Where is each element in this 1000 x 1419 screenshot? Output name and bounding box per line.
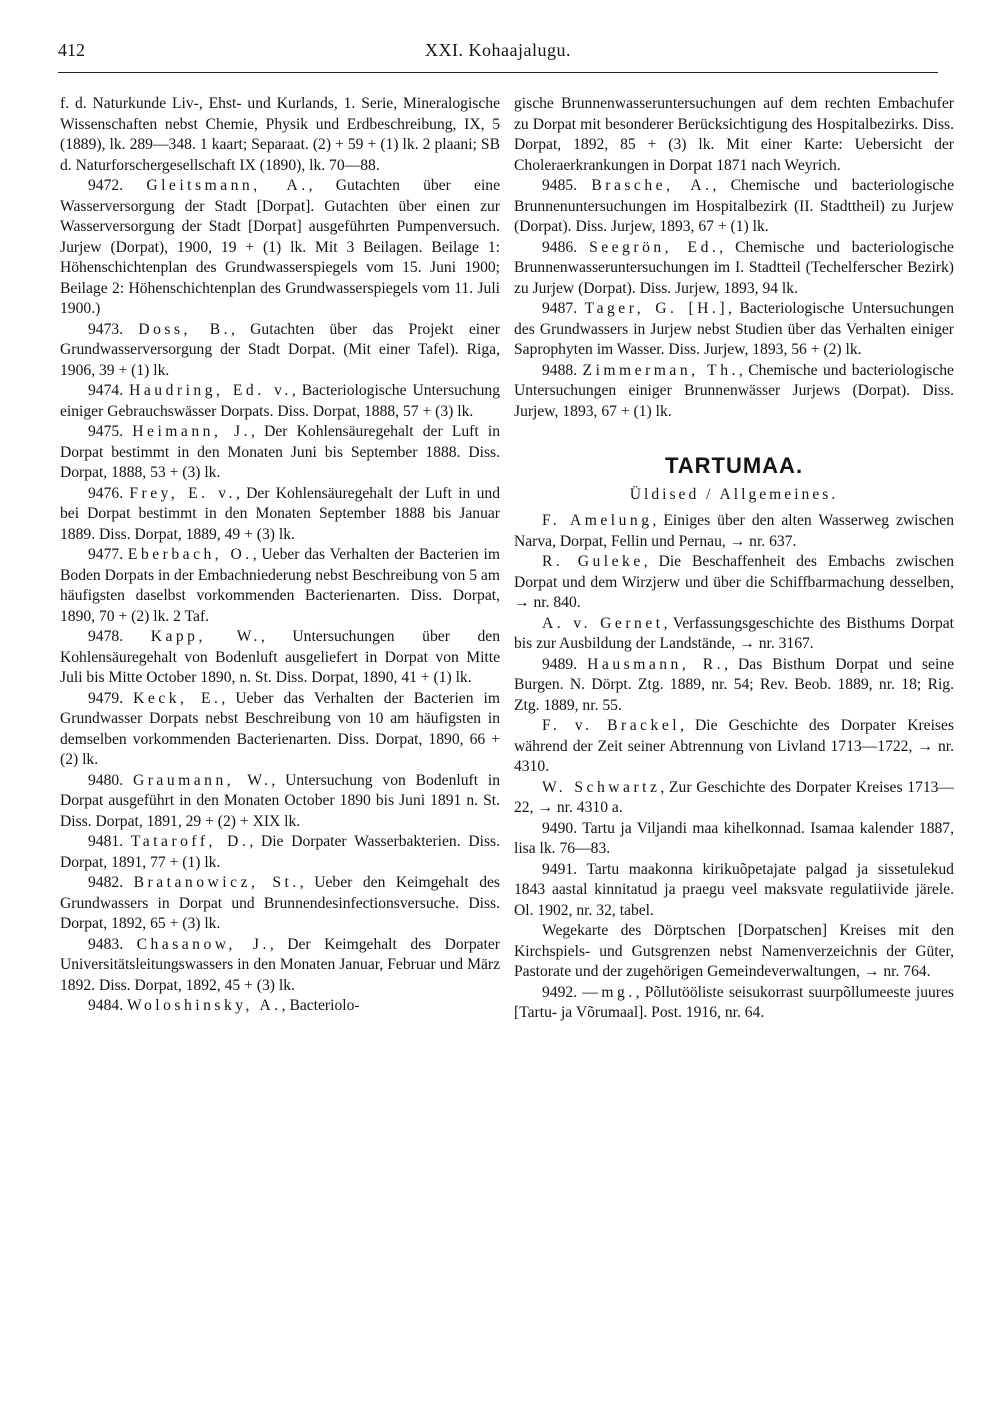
entry-text: , Die Dorpater Wasserbakterien. Diss. Dorpat, 1891, 77 + (1) lk. <box>60 833 500 871</box>
bibliography-entry <box>514 176 954 238</box>
entry-author: Heimann, J. <box>132 423 251 440</box>
entry-number: 9477. <box>88 546 124 563</box>
entry-text: , Bacteriologische Untersuchungen des Grundwassers in Jurjew nebst Studien über das Verhalten einiger Saprophyten im Wasser. Diss. Jurjew, 1893, 56 + (2) lk. <box>514 300 954 358</box>
right-column-top <box>514 94 954 422</box>
entry-number: 9475. <box>88 423 124 440</box>
bibliography-entry <box>60 771 500 833</box>
section-title: TARTUMAA. <box>664 453 804 478</box>
bibliography-entry <box>514 921 954 983</box>
bibliography-entry <box>60 996 500 1017</box>
entry-text: , Der Kohlensäuregehalt der Luft in Dorpat bestimmt in den Monaten Juni bis September 1888. Diss. Dorpat, 1888, 53 + (3) lk. <box>60 423 500 481</box>
entry-text: , Untersuchung von Bodenluft in Dorpat ausgeführt in den Monaten October 1890 bis Juni 1891 n. St. Diss. Dorpat, 1891, 29 + (2) + XIX lk. <box>60 771 500 830</box>
bibliography-entry <box>60 422 500 484</box>
entry-number: 9492. <box>542 983 578 1001</box>
entry-author: Tataroff, D. <box>130 833 250 850</box>
bibliography-entry <box>514 860 954 922</box>
entry-text: , Die Geschichte des Dorpater Kreises während der Zeit seiner Abtrennung von Livland 1713—1722, → nr. 4310. <box>514 717 954 775</box>
entry-text: , Chemische und bacteriologische Brunnenwasseruntersuchungen im I. Stadtteil (Techelferscher Bezirk) zu Jurjew (Dorpat). Diss. Jurjew, 1893, 94 lk. <box>514 238 954 297</box>
entry-author: Frey, E. v. <box>129 484 236 502</box>
entry-author: Bratanowicz, St. <box>133 874 300 891</box>
entry-author: Chasanow, J. <box>136 935 270 953</box>
entry-number: 9478. <box>88 628 124 645</box>
bibliography-entry <box>514 299 954 361</box>
right-column-bottom <box>514 511 954 1024</box>
entry-text: , Ueber den Keimgehalt des Grundwassers in Dorpat und Brunnendesinfectionsversuche. Diss. Dorpat, 1892, 65 + (3) lk. <box>60 874 501 932</box>
bibliography-entry <box>514 716 954 778</box>
bibliography-entry <box>60 689 500 771</box>
entry-author: R. Guleke <box>542 553 644 570</box>
entry-author: Zimmerman, Th. <box>582 361 739 379</box>
bibliography-entry <box>60 94 500 176</box>
bibliography-entry <box>514 552 954 614</box>
entry-text: , Bacteriolo- <box>281 997 360 1014</box>
entry-author: W. Schwartz <box>542 778 661 796</box>
entry-text: , Gutachten über eine Wasserversorgung der Stadt [Dorpat]. Gutachten über einen zur Wasserversorgung der Stadt [Dorpat] ausgeführten Pumpenversuch. Jurjew (Dorpat), 1900, 19 + (1) lk. Mit 3 Beilagen. Beilage 1: Höhenschichtenplan des Grundwasserspiegels vom 15. Juni 1900; Beilage 2: Höhenschichtenplan des Grundwasserspiegels vom 11. Juli 1900.) <box>60 177 500 317</box>
entry-number: 9483. <box>88 935 124 953</box>
entry-number: 9472. <box>88 177 124 194</box>
bibliography-entry <box>60 545 500 627</box>
entry-author: Tager, G. [H.] <box>584 300 729 317</box>
entry-number: 9479. <box>88 689 124 707</box>
entry-author: Graumann, W. <box>132 771 272 789</box>
right-column <box>514 94 954 1024</box>
entry-text: , Die Beschaffenheit des Embachs zwischen Dorpat und dem Wirzjerw und über die Schiffbarmachung desselben, → nr. 840. <box>514 553 955 611</box>
entry-text: , Der Kohlensäuregehalt der Luft in und bei Dorpat bestimmt in den Monaten September 1888 bis Januar 1889. Diss. Dorpat, 1889, 49 + (3) lk. <box>60 484 500 543</box>
entry-text: , Põllutööliste seisukorrast suurpõllumeeste juures [Tartu- ja Võrumaal]. Post. 1916, nr. 64. <box>514 983 954 1021</box>
entry-text: , Ueber das Verhalten der Bacterien im Grundwasser Dorpats nebst Beschreibung von 10 am häufigsten in demselben vorkommenden Bacterienarten. Diss. Dorpat, 1890, 66 + (2) lk. <box>60 689 500 768</box>
entry-author: F. Amelung <box>542 512 653 529</box>
entry-text: , Der Keimgehalt des Dorpater Universitätsleitungswassers in den Monaten Januar, Februar und März 1892. Diss. Dorpat, 1892, 45 + (3) lk. <box>60 935 500 994</box>
running-title: XXI. Kohaajalugu. <box>425 40 571 60</box>
bibliography-entry <box>60 935 500 997</box>
entry-text: , Zur Geschichte des Dorpater Kreises 1713—22, → nr. 4310 a. <box>514 778 955 816</box>
entry-number: 9491. <box>542 860 578 878</box>
bibliography-entry <box>60 627 500 689</box>
entry-author: Seegrön, Ed. <box>589 238 720 256</box>
entry-author: Haudring, Ed. v. <box>129 382 292 399</box>
entry-number: 9490. <box>542 819 578 837</box>
entry-text: Tartu ja Viljandi maa kihelkonnad. Isamaa kalender 1887, lisa lk. 76—83. <box>514 819 954 857</box>
entry-number: 9481. <box>88 833 124 850</box>
entry-author: Keck, E. <box>133 689 222 707</box>
entry-author: Woloshinsky, A. <box>127 997 282 1014</box>
entry-number: 9484. <box>88 997 124 1014</box>
entry-number: 9488. <box>542 361 578 379</box>
entry-text: Wegekarte des Dörptschen [Dorpatschen] Kreises mit den Kirchspiels- und Gutsgrenzen nebst Namenverzeichnis der Güter, Pastorate und der zugehörigen Gemeindeverwaltungen, → nr. 764. <box>514 922 954 980</box>
entry-text: gische Brunnenwasseruntersuchungen auf dem rechten Embachufer zu Dorpat mit besonderer Berücksichtigung des Hospitalbezirks. Diss. Dorpat, 1892, 85 + (3) lk. Mit einer Karte: Uebersicht der Choleraerkrankungen in Dorpat 1871 nach Weyrich. <box>514 95 954 174</box>
bibliography-entry <box>514 614 954 655</box>
entry-author: Brasche, A. <box>591 177 713 194</box>
entry-number: 9486. <box>542 238 578 256</box>
page-header <box>58 40 938 70</box>
entry-text: , Chemische und bacteriologische Untersuchungen einiger Brunnenwässer Jurjews (Dorpat). Diss. Jurjew, 1893, 67 + (1) lk. <box>514 361 954 420</box>
entry-number: 9482. <box>88 874 124 891</box>
entry-text: , Verfassungsgeschichte des Bisthums Dorpat bis zur Ausbildung der Landstände, → nr. 3167. <box>514 614 954 652</box>
section-subtitle: Üldised / Allgemeines. <box>629 485 839 503</box>
entry-text: , Das Bisthum Dorpat und seine Burgen. N. Dörpt. Ztg. 1889, nr. 54; Rev. Beob. 1889, nr. 18; Rig. Ztg. 1889, nr. 55. <box>514 655 955 714</box>
entry-number: 9487. <box>542 300 578 317</box>
entry-text: , Chemische und bacteriologische Brunnenuntersuchungen im Hospitalbezirk (II. Stadttheil) zu Jurjew (Dorpat). Diss. Jurjew, 1893, 67 + (1) lk. <box>514 177 954 235</box>
bibliography-entry <box>60 320 500 382</box>
bibliography-entry <box>60 832 500 873</box>
bibliography-entry <box>60 176 500 320</box>
bibliography-entry <box>60 873 500 935</box>
bibliography-entry <box>514 983 954 1024</box>
entry-number: 9476. <box>88 484 124 502</box>
bibliography-entry <box>514 819 954 860</box>
entry-text: f. d. Naturkunde Liv-, Ehst- und Kurlands, 1. Serie, Mineralogische Wissenschaften nebst Chemie, Physik und Erdbeschreibung, IX, 5 (1889), lk. 289—348. 1 kaart; Separaat. (2) + 59 + (1) lk. 2 plaani; SB d. Naturforschergesellschaft IX (1890), lk. 70—88. <box>60 95 500 174</box>
bibliography-entry <box>514 778 954 819</box>
bibliography-entry <box>514 361 954 423</box>
entry-number: 9473. <box>88 320 124 338</box>
entry-text: Tartu maakonna kirikuõpetajate palgad ja sissetulekud 1843 aastal kinnitatud ja praegu veel maksvate regulatiivide järele. Ol. 1902, nr. 32, tabel. <box>514 860 954 919</box>
bibliography-entry <box>514 655 954 717</box>
header-rule <box>58 72 938 73</box>
bibliography-entry <box>514 94 954 176</box>
bibliography-entry <box>514 238 954 300</box>
bibliography-entry <box>60 381 500 422</box>
entry-number: 9480. <box>88 771 124 789</box>
entry-text: , Einiges über den alten Wasserweg zwischen Narva, Dorpat, Fellin und Pernau, → nr. 637. <box>514 512 954 550</box>
entry-number: 9474. <box>88 382 124 399</box>
bibliography-entry <box>60 484 500 546</box>
entry-author: Hausmann, R. <box>587 655 725 673</box>
left-column <box>60 94 500 1017</box>
entry-text: , Untersuchungen über den Kohlensäuregehalt von Bodenluft ausgeliefert in Dorpat von Mitte Juli bis Mitte October 1890, n. St. Diss. Dorpat, 1890, 41 + (1) lk. <box>60 628 501 686</box>
entry-text: , Gutachten über das Projekt einer Grundwasserversorgung der Stadt Dorpat. (Mit einer Tafel). Riga, 1906, 39 + (1) lk. <box>60 320 500 379</box>
page-number: 412 <box>58 40 85 60</box>
entry-author: Kapp, W. <box>150 628 261 645</box>
entry-author: Gleitsmann, A. <box>146 177 309 194</box>
entry-text: , Ueber das Verhalten der Bacterien im Boden Dorpats in der Embachniederung nebst Beschreibung von 5 am häufigsten daselbst vorkommenden Bacterienarten. Diss. Dorpat, 1890, 70 + (2) lk. 2 Taf. <box>60 546 500 625</box>
entry-author: Eberbach, O. <box>127 546 253 563</box>
entry-author: A. v. Gernet <box>542 614 664 632</box>
bibliography-entry <box>514 511 954 552</box>
entry-number: 9485. <box>542 177 578 194</box>
entry-author: —mg. <box>582 983 636 1001</box>
entry-text: , Bacteriologische Untersuchung einiger Gebrauchswässer Dorpats. Diss. Dorpat, 1888, 57 + (3) lk. <box>60 382 501 420</box>
entry-author: F. v. Brackel <box>542 717 681 734</box>
entry-author: Doss, B. <box>138 320 232 338</box>
entry-number: 9489. <box>542 655 578 673</box>
